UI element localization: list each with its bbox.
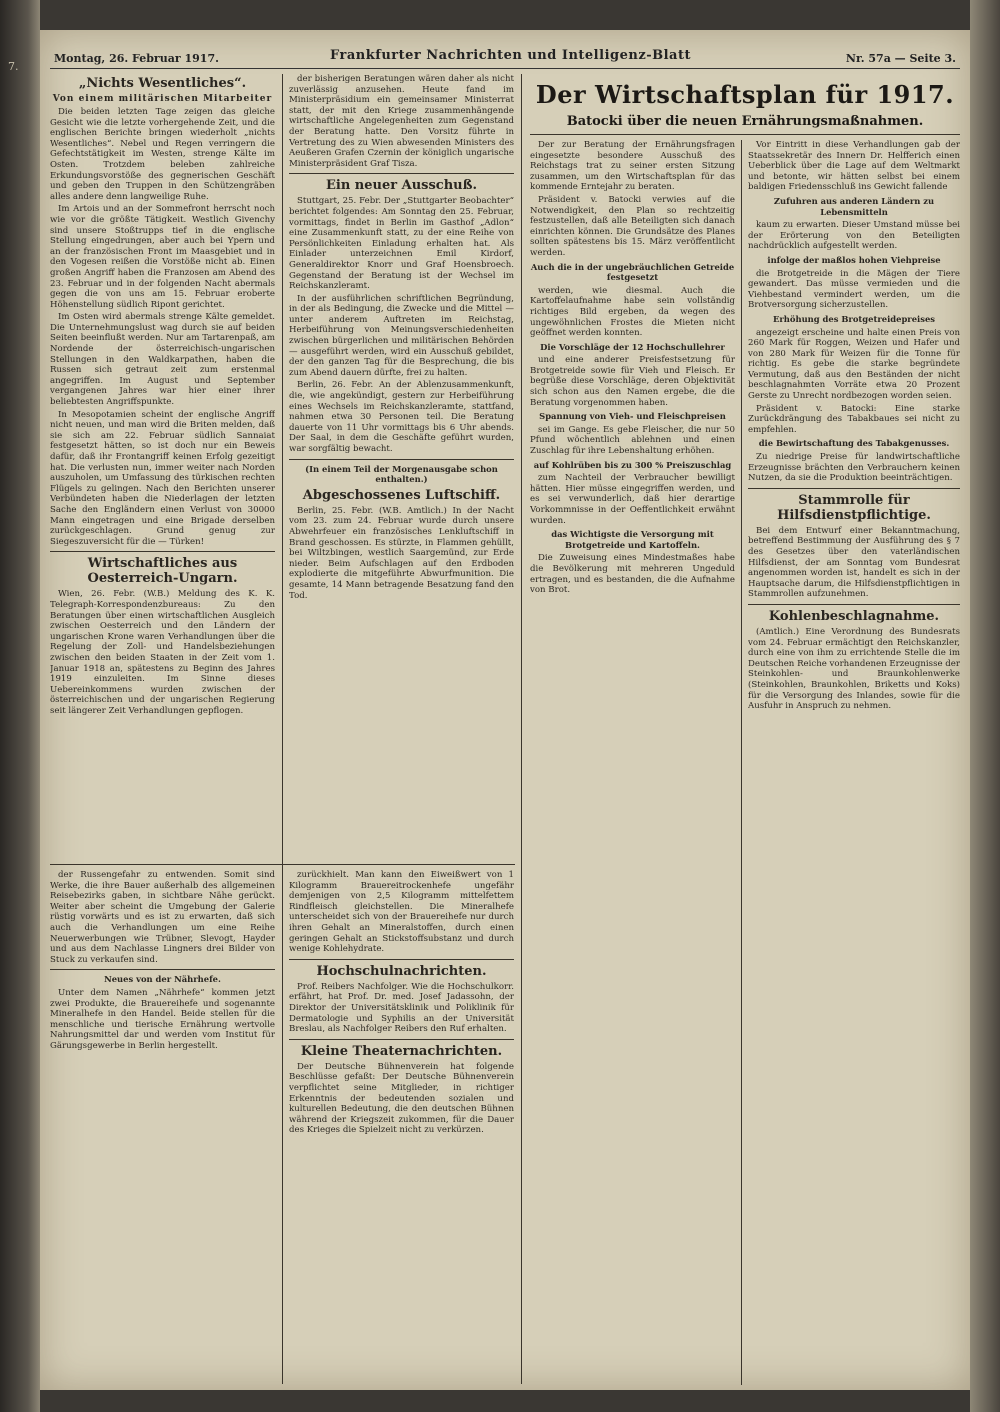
article-paragraph: Vor Eintritt in diese Verhandlungen gab der Staatssekretär des Innern Dr. Helfferich einen Ueberblick über die Lage auf dem Weltmarkt und betonte, wir hätten selbst bei einem baldigen Friedensschluß ins Gewicht fallende [748, 140, 960, 193]
main-headline: Der Wirtschaftsplan für 1917. [535, 80, 955, 109]
article-paragraph: angezeigt erscheine und halte einen Preis von 260 Mark für Roggen, Weizen und Hafer und von 280 Mark für Weizen für die Tonne für richtig. Es gebe die starke begründete Vermutung, daß aus den Beständen der nicht beschlagnahmten Vorräte etwa 20 Prozent Gerste zu Unrecht nordbezogen worden seien. [748, 327, 960, 402]
divider [748, 488, 960, 489]
article-subhead: Die Vorschläge der 12 Hochschullehrer [540, 341, 725, 352]
article-subhead: Erhöhung des Brotgetreidepreises [773, 313, 935, 324]
column-3 [530, 140, 735, 1385]
article-paragraph: der bisherigen Beratungen wären daher als nicht zuverlässig anzusehen. Heute fand im Ministerpräsidium ein gemeinsamer Ministerrat statt, der mit den Kriege zusammenhängende wirtschaftliche Angelegenheiten zum Gegenstand der Beratung hatte. Den Vorsitz führte in Vertretung des zu Wien abwesenden Ministers des Aeußeren Grafen Czernin der königlich ungarische Ministerpräsident Graf Tisza. [289, 74, 514, 169]
divider [50, 969, 275, 970]
divider [289, 173, 514, 174]
article-paragraph: Im Osten wird abermals strenge Kälte gemeldet. Die Unternehmungslust wag durch sie auf beiden Seiten beeinflußt werden. Nur am Tartarenpaß, am Nordende der österreichisch-ungarischen Stellungen in den Waldkarpathen, haben die Russen sich getraut zeit zum erstenmal angegriffen. Im August und September vergangenen Jahres war hier einer ihrer beliebtesten Angriffspunkte. [50, 312, 275, 408]
previous-page-edge [0, 0, 40, 1412]
divider [748, 604, 960, 605]
article-title-naehrhefe: Neues von der Nährhefe. [104, 974, 221, 985]
article-paragraph: kaum zu erwarten. Dieser Umstand müsse bei der Erörterung von den Beteiligten nachdrücklich aufgestellt werden. [748, 220, 960, 252]
article-paragraph: In der ausführlichen schriftlichen Begründung, in der als Bedingung, die Zwecke und die Mittel — unter anderem Auftreten im Reichstag, Herbeiführung von Meinungsverschiedenheiten zwischen bürgerlichen und militärischen Behörden — ausgeführt werden, wird ein Ausschuß gebildet, der den ganzen Tag für die Besprechung, die bis zum Abend dauern dürfte, frei zu halten. [289, 293, 514, 378]
header-date: Montag, 26. Februar 1917. [54, 52, 219, 65]
article-paragraph: die Brotgetreide in die Mägen der Tiere gewandert. Das müsse vermieden und die Viehbestand vermindert werden, um die Brotversorgung sicherzustellen. [748, 268, 960, 311]
newspaper-page [40, 30, 970, 1390]
article-title-hochschul: Hochschulnachrichten. [316, 963, 487, 979]
article-subhead: Zufuhren aus anderen Ländern zu Lebensmitteln [773, 195, 935, 217]
article-paragraph: werden, wie diesmal. Auch die Kartoffelaufnahme habe sein vollständig richtiges Bild ergeben, da wegen des ungewöhnlichen Frostes die Mieten nicht geöffnet werden konnten. [530, 285, 735, 339]
column-1 [50, 74, 275, 864]
article-paragraph: zurückhielt. Man kann den Eiweißwert von 1 Kilogramm Brauereitrockenhefe ungefähr demjenigen von 2,5 Kilogramm mittelfettem Rindfleisch gleichstellen. Die Mineralhefe unterscheidet sich von der Brauereihefe nur durch ihren Gehalt an Mineralstoffen, durch einen geringen Gehalt an Stickstoffsubstanz und durch wenige Kohlehydrate. [289, 870, 514, 955]
page-header [50, 46, 960, 69]
article-note: (In einem Teil der Morgenausgabe schon enthalten.) [305, 463, 498, 485]
article-paragraph: zum Nachteil der Verbraucher bewilligt hätten. Hier müsse eingegriffen werden, und es sei verwunderlich, daß hier derartige Vorkommnisse in der Oeffentlichkeit erwähnt wurden. [530, 473, 735, 526]
article-subhead: Auch die in der ungebräuchlichen Getreide festgesetzt [530, 261, 735, 283]
article-paragraph: Berlin, 25. Febr. (W.B. Amtlich.) In der Nacht vom 23. zum 24. Februar wurde durch unsere Abwehrfeuer ein französisches Lenkluftschiff in Brand geschossen. Es stürzte, in Flammen gehüllt, bei Wiltzbingen, westlich Saargemünd, zur Erde nieder. Beim Aufschlagen auf den Erdboden explodierte die mitgeführte Abwurfmunition. Die gesamte, 14 Mann betragende Besatzung fand den Tod. [289, 505, 514, 601]
article-paragraph: Der Deutsche Bühnenverein hat folgende Beschlüsse gefaßt: Der Deutsche Bühnenverein verpflichtet seine Mitglieder, in richtiger Erkenntnis der bedeutenden sozialen und kulturellen Bedeutung, die den deutschen Bühnen während der Kriegszeit zukommen, für die Dauer des Krieges die Spielzeit nicht zu verkürzen. [289, 1061, 514, 1136]
header-paper-name: Frankfurter Nachrichten und Intelligenz-Blatt [330, 48, 691, 63]
previous-page-number: 7. [8, 60, 19, 73]
article-paragraph: Berlin, 26. Febr. An der Ablenzusammenkunft, die, wie angekündigt, gestern zur Herbeiführung eines Wechsels im Reichskanzleramte, stattfand, nahmen etwa 30 Personen teil. Die Beratung dauerte von 11 Uhr vormittags bis 6 Uhr abends. Der Saal, in dem die Geschäfte geführt wurden, war sorgfältig bewacht. [289, 380, 514, 454]
divider [289, 459, 514, 460]
article-subhead: die Bewirtschaftung des Tabakgenusses. [758, 438, 950, 449]
article-paragraph: sei im Gange. Es gebe Fleischer, die nur 50 Pfund wöchentlich ablehnen und einen Zuschlag für ihre Lebenshaltung erhöhen. [530, 424, 735, 457]
article-paragraph: Stuttgart, 25. Febr. Der „Stuttgarter Beobachter“ berichtet folgendes: Am Sonntag den 25. Februar, vormittags, findet in Berlin im Gasthof „Adlon“ eine Zusammenkunft statt, zu der eine Reihe von Persönlichkeiten Einladung erhalten hat. Als Einlader unterzeichnen Emil Kirdorf, Generaldirektor Knorr und Graf Hoensbroech. Gegenstand der Beratung ist der Wechsel im Reichskanzleramt. [289, 196, 514, 292]
column-4 [748, 140, 960, 1385]
column-2 [289, 74, 514, 864]
article-paragraph: Präsident v. Batocki verwies auf die Notwendigkeit, den Plan so rechtzeitig festzustellen, daß alle Beteiligten sich danach einrichten können. Die Grundsätze des Planes sollten spätestens bis 15. März veröffentlicht werden. [530, 194, 735, 258]
article-paragraph: (Amtlich.) Eine Verordnung des Bundesrats vom 24. Februar ermächtigt den Reichskanzler, durch eine von ihm zu errichtende Stelle die im Deutschen Reiche vorhandenen Erzeugnisse der Steinkohlen- und Braunkohlenwerke (Steinkohlen, Braunkohlen, Briketts und Koks) für die Versorgung des Inlandes, sowie für die Ausfuhr in Anspruch zu nehmen. [748, 626, 960, 712]
article-subhead: das Wichtigste die Versorgung mit Brotgetreide und Kartoffeln. [551, 529, 714, 550]
article-subhead: infolge der maßlos hohen Viehpreise [767, 254, 941, 265]
article-subhead: auf Kohlrüben bis zu 300 % Preiszuschlag [533, 459, 732, 470]
divider [289, 959, 514, 960]
column-rule [521, 74, 522, 1384]
article-paragraph: Prof. Reibers Nachfolger. Wie die Hochschulkorr. erfährt, hat Prof. Dr. med. Josef Jadassohn, der Direktor der Universitätsklinik und Poliklinik für Dermatologie und Syphilis an der Universität Breslau, als Nachfolger Reibers den Ruf erhalten. [289, 981, 514, 1035]
article-title-wirtschaftliches: Wirtschaftliches aus Oesterreich-Ungarn. [87, 556, 238, 587]
article-paragraph: Bei dem Entwurf einer Bekanntmachung, betreffend Bestimmung der Ausführung des § 7 des Gesetzes über den vaterländischen Hilfsdienst, der am Sonntag vom Bundesrat angenommen worden ist, handelt es sich in der Hauptsache darum, die Hilfsdienstpflichtigen in Stammrollen aufzunehmen. [748, 525, 960, 600]
article-paragraph: Unter dem Namen „Nährhefe“ kommen jetzt zwei Produkte, die Brauereihefe und sogenannte Mineralhefe in den Handel. Beide stellen für die menschliche und tierische Ernährung wertvolle Nahrungsmittel dar und werden vom Institut für Gärungsgewerbe in Berlin hergestellt. [50, 987, 275, 1051]
article-title-nichts-wesentliches: „Nichts Wesentliches“. [78, 76, 247, 91]
article-paragraph: der Russengefahr zu entwenden. Somit sind Werke, die ihre Bauer außerhalb des allgemeinen Reisebezirks gaben, in sichtbare Nähe gerückt. Weiter aber scheint die Umgebung der Galerie rüstig vorwärts und es ist zu erwarten, daß sich auch die Verhandlungen um eine Reihe Neuerwerbungen wie Trübner, Slevogt, Hayder und aus dem Nachlasse Lingners drei Bilder von Stuck zu verkaufen sind. [50, 870, 275, 965]
article-paragraph: Der zur Beratung der Ernährungsfragen eingesetzte besondere Ausschuß des Reichstags trat zu seiner ersten Sitzung zusammen, um den Wirtschaftsplan für das kommende Erntejahr zu beraten. [530, 140, 735, 193]
header-issue: Nr. 57a — Seite 3. [845, 52, 956, 65]
article-paragraph: In Mesopotamien scheint der englische Angriff nicht neuen, und man wird die Briten melden, daß sie sich am 22. Februar südlich Sannaiat festgesetzt hätten, so ist doch nur ein Beweis dafür, daß ihr Frontangriff keinen Erfolg gezeitigt hat. Die verlusten nun, immer weiter nach Norden auszuholen, um Umfassung des türkischen rechten Flügels zu gelingen. Nach den Berichten unserer Verbündeten haben die Niederlagen der letzten Sache den Engländern einen Verlust von 30000 Mann eingetragen und eine Brigade derselben zurückgeschlagen. Grund genug zur Siegeszuversicht für die — Türken! [50, 409, 275, 547]
article-paragraph: Im Artois und an der Sommefront herrscht noch wie vor die größte Tätigkeit. Westlich Givenchy sind unsere Stoßtrupps tief in die englische Stellung eingedrungen, aber auch bei Ypern und an der französischen Front im Maasgebiet und in den Vogesen reißen die Vorstöße nicht ab. Einen großen Angriff haben die Franzosen am Abend des 23. Februar und in der folgenden Nacht abermals gegen die von uns am 15. Februar eroberte Höhenstellung südlich Ripont gerichtet. [50, 204, 275, 310]
article-paragraph: Präsident v. Batocki: Eine starke Zurückdrängung des Tabakbaues sei nicht zu empfehlen. [748, 403, 960, 435]
section-rule [50, 864, 515, 865]
column-1-bottom [50, 870, 275, 1385]
article-paragraph: Wien, 26. Febr. (W.B.) Meldung des K. K. Telegraph-Korrespondenzbureaus: Zu den Beratungen über einen wirtschaftlichen Ausgleich zwischen Oesterreich und den Ländern der ungarischen Krone waren Verhandlungen über die Regelung der Zoll- und Handelsbeziehungen zwischen den beiden Staaten in der Zeit vom 1. Januar 1918 an, spätestens zu Beginn des Jahres 1919 einzuleiten. Im Sinne dieses Uebereinkommens wurden zwischen der österreichischen und der ungarischen Regierung seit längerer Zeit Verhandlungen gepflogen. [50, 589, 275, 716]
article-title-luftschiff: Abgeschossenes Luftschiff. [302, 487, 501, 503]
article-byline: Von einem militärischen Mitarbeiter [52, 94, 273, 104]
main-subheadline: Batocki über die neuen Ernährungsmaßnahmen. [566, 114, 924, 129]
article-subhead: Spannung von Vieh- und Fleischpreisen [539, 411, 726, 422]
article-title-theater: Kleine Theaternachrichten. [300, 1043, 503, 1059]
column-rule [282, 74, 283, 1384]
article-paragraph: und eine anderer Preisfestsetzung für Brotgetreide sowie für Vieh und Fleisch. Er begrüße diese Vorschläge, deren Objektivität sich schon aus den Namen ergebe, die die Beratung vorgenommen haben. [530, 355, 735, 408]
article-title-kohlen: Kohlenbeschlagnahme. [768, 608, 940, 624]
article-title-ausschuss: Ein neuer Ausschuß. [325, 178, 478, 194]
next-page-edge [970, 0, 1000, 1412]
article-paragraph: Zu niedrige Preise für landwirtschaftliche Erzeugnisse brächten den Verbrauchern keinen Nutzen, da sie die Produktion beeinträchtigen. [748, 452, 960, 484]
column-2-bottom [289, 870, 514, 1385]
article-title-stammrolle: Stammrolle für Hilfsdienstpflichtige. [777, 492, 931, 523]
divider [289, 1039, 514, 1040]
column-rule [741, 140, 742, 1385]
headline-rule [530, 134, 960, 135]
article-paragraph: Die beiden letzten Tage zeigen das gleiche Gesicht wie die letzte vorhergehende Zeit, und die englischen Berichte bringen wiederholt „nichts Wesentliches“. Nebel und Regen verringern die Gefechtstätigkeit im Westen, strenge Kälte im Osten. Trotzdem beleben zahlreiche Erkundungsvorstöße des gegnerischen Geschäft und geben den Truppen in den Schützengräben alles andere denn langweilige Ruhe. [50, 107, 275, 202]
article-paragraph: Die Zuweisung eines Mindestmaßes habe die Bevölkerung mit mehreren Ungeduld ertragen, und es bestanden, die die Aufnahme von Brot. [530, 553, 735, 596]
divider [50, 551, 275, 552]
